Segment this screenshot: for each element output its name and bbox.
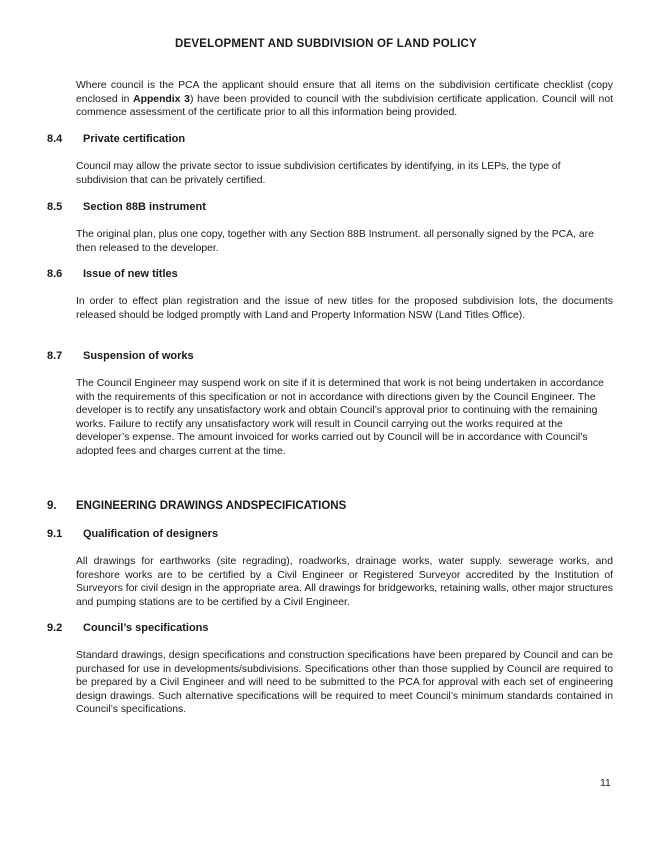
section-body-8-4: Council may allow the private sector to issue subdivision certificates by identifying, in its LEPs, the type of subdivision that can be privately certified. [76, 161, 561, 186]
section-number: 8.4 [47, 133, 63, 145]
section-heading-8-6 [47, 267, 607, 281]
section-title: Suspension of works [83, 350, 194, 362]
intro-text-after: ) have been provided to council with the subdivision certificate application. Council will not commence assessment of the certificate prior to all this information being provided. [76, 93, 613, 119]
section-title: Section 88B instrument [83, 201, 206, 213]
page-number: 11 [600, 778, 611, 789]
section-number: 9.1 [47, 528, 63, 540]
appendix-reference: Appendix 3 [133, 93, 190, 105]
section-body-9-1: All drawings for earthworks (site regrading), roadworks, drainage works, water supply. sewerage works, and foreshore works are to be certified by a Civil Engineer or Registered Surveyor accredited by the Institution of Surveyors for civil design in the appropriate area. All drawings for bridgeworks, retaining walls, other major structures and pumping stations are to be certified by a Civil Engineer. [76, 556, 613, 608]
section-heading-8-7 [47, 349, 607, 363]
section-title: Qualification of designers [83, 528, 219, 540]
section-title: Private certification [83, 133, 186, 145]
chapter-number: 9. [47, 500, 57, 512]
section-number: 8.7 [47, 350, 63, 362]
section-body-8-5: The original plan, plus one copy, together with any Section 88B Instrument. all personally signed by the PCA, are then released to the developer. [76, 229, 594, 254]
chapter-heading-9 [47, 499, 607, 513]
intro-text-before: Where council is the PCA the applicant should ensure that all items on the subdivision certificate checklist (copy enclosed in [76, 80, 613, 105]
document-title: DEVELOPMENT AND SUBDIVISION OF LAND POLICY [175, 38, 477, 50]
section-number: 8.5 [47, 201, 63, 213]
section-heading-9-1 [47, 527, 607, 541]
section-title: Council’s specifications [83, 622, 209, 634]
section-number: 8.6 [47, 268, 63, 280]
intro-paragraph [76, 79, 613, 120]
section-heading-8-4 [47, 132, 607, 146]
section-number: 9.2 [47, 622, 63, 634]
section-body-9-2: Standard drawings, design specifications and construction specifications have been prepared by Council and can be purchased for use in developments/subdivisions. Specifications other than those supplied by Council are required to be prepared by a Civil Engineer and will need to be submitted to the PCA for approval with each set of engineering design drawings. Such alternative specifications will be required to meet Council’s minimum standards contained in Council’s specifications. [76, 650, 613, 716]
section-body-8-6: In order to effect plan registration and the issue of new titles for the proposed subdivision lots, the documents released should be lodged promptly with Land and Property Information NSW (Land Titles Office). [76, 296, 613, 321]
section-heading-8-5 [47, 200, 607, 214]
section-heading-9-2 [47, 621, 607, 635]
section-title: Issue of new titles [83, 268, 178, 280]
chapter-title: ENGINEERING DRAWINGS ANDSPECIFICATIONS [76, 500, 347, 512]
section-body-8-7: The Council Engineer may suspend work on site if it is determined that work is not being undertaken in accordance with the requirements of this specification or not in accordance with directions given by the Council Engineer. The developer is to rectify any unsatisfactory work and obtain Council’s approval prior to continuing with the remaining works. Failure to rectify any unsatisfactory work will result in Council carrying out the works required at the developer’s expense. The amount invoiced for works carried out by Council will be in accordance with Council’s adopted fees and charges current at the time. [76, 378, 604, 457]
